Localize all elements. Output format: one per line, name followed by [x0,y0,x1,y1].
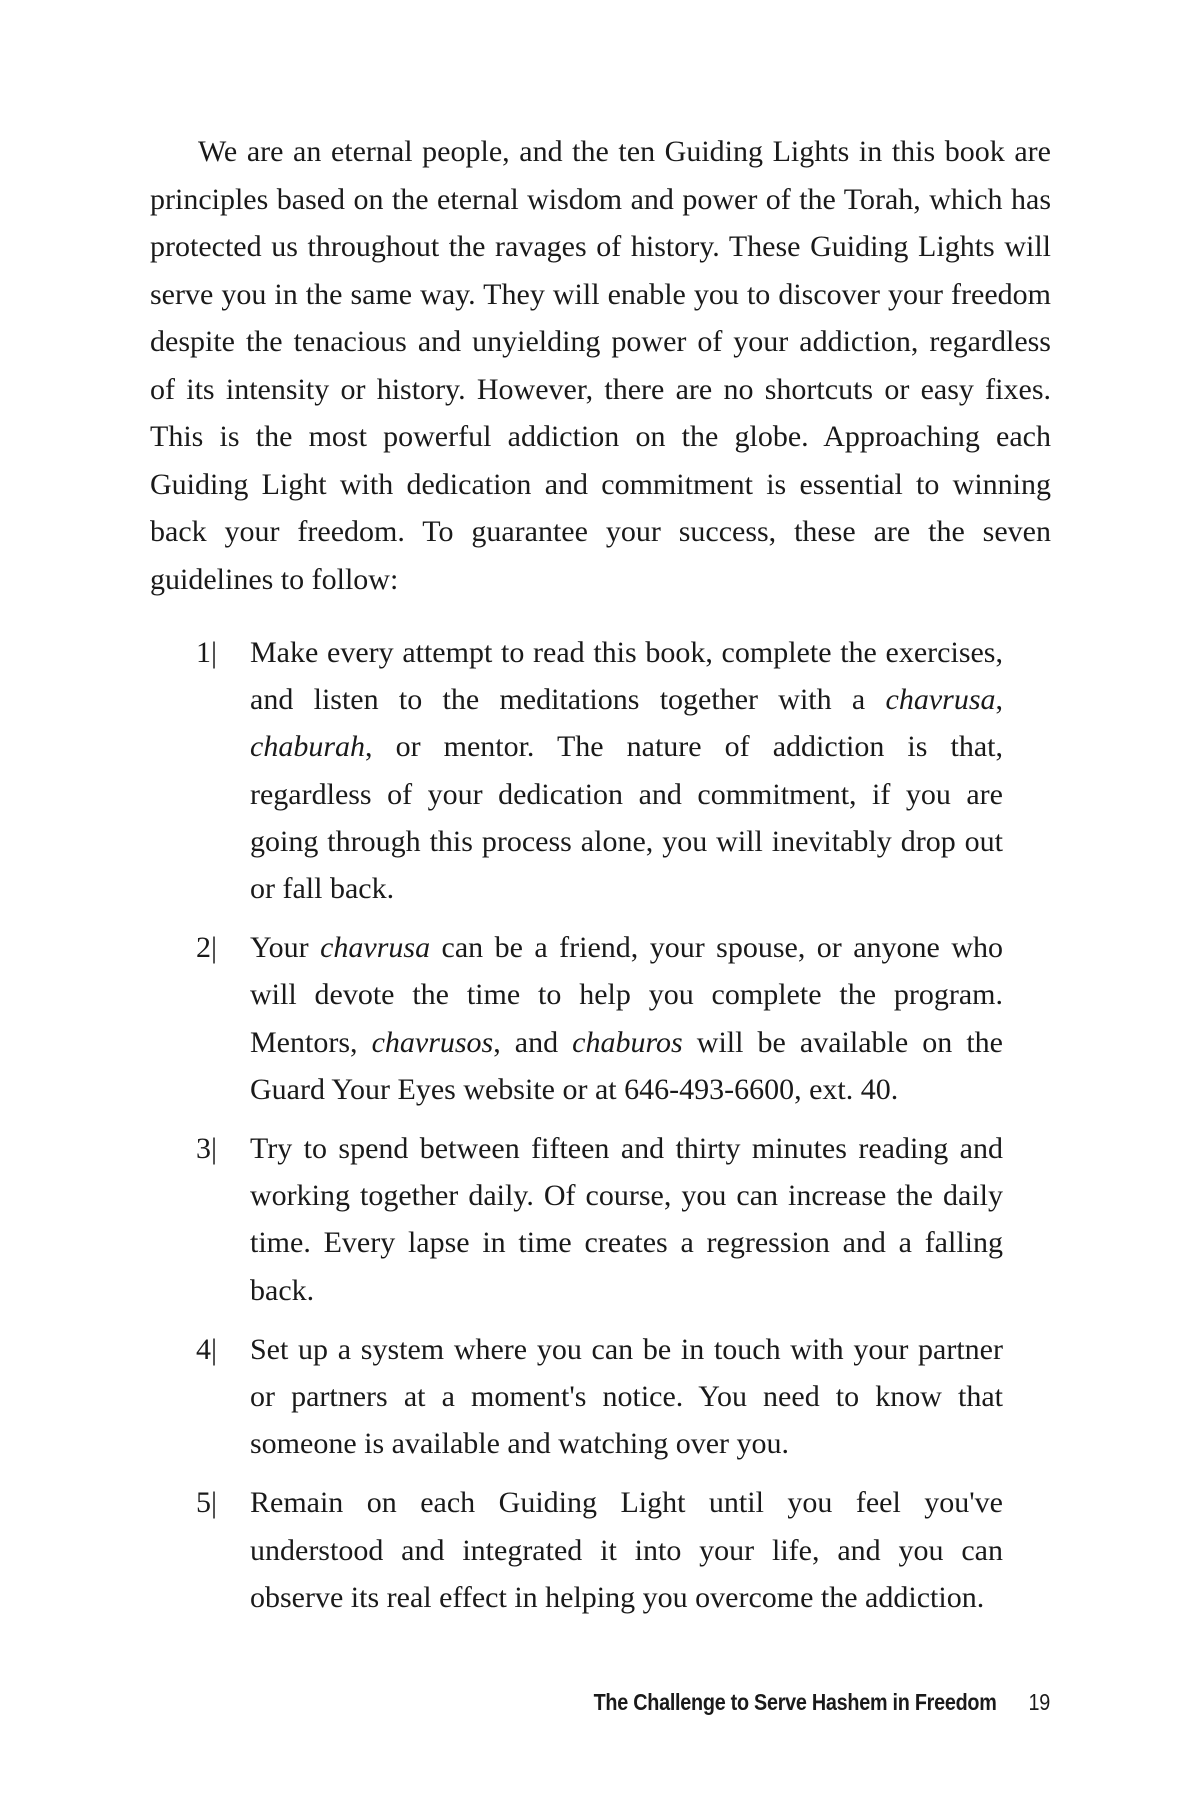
page-number: 19 [1028,1689,1050,1715]
guideline-text-run: , or mentor. The nature of addiction is that, regardless of your dedication and commitment, if you are going through this process alone, you will inevitably drop out or fall back. [250,730,1003,906]
page-body [150,128,1051,1633]
guideline-number: 5| [196,1486,218,1520]
guideline-item-4 [150,1326,1003,1468]
guideline-item-3 [150,1125,1003,1314]
guideline-text-run: Try to spend between fifteen and thirty minutes reading and working together daily. Of course, you can increase the daily time. Every lapse in time creates a regression and a falling back. [250,1132,1003,1307]
guideline-number: 2| [196,931,218,965]
guideline-text-run: Your [250,931,321,965]
guideline-text [250,931,1003,1106]
guideline-item-2 [150,924,1003,1113]
guideline-number: 4| [196,1332,218,1366]
guideline-text [250,1333,1003,1460]
italic-term: chavrusa [885,683,996,717]
guidelines-list [150,629,1051,1621]
guideline-text-run: Make every attempt to read this book, complete the exercises, and listen to the meditations together with a [250,636,1003,717]
guideline-number: 3| [196,1132,218,1166]
guideline-text [250,636,1003,905]
guideline-text-run: can be a friend, your spouse, or anyone who will devote the time to help you complete the program. Mentors, [250,931,1003,1059]
guideline-text-run: Remain on each Guiding Light until you feel you've understood and integrated it into your life, and you can observe its real effect in helping you overcome the addiction. [250,1486,1003,1614]
italic-term: chaburah [250,730,365,764]
italic-term: chavrusa [320,931,431,965]
guideline-text-run: , [995,683,1003,717]
running-title: The Challenge to Serve Hashem in Freedom [594,1689,998,1715]
guideline-item-1 [150,629,1003,912]
page-footer [528,1689,1050,1719]
guideline-text-run: , and [493,1025,573,1059]
guideline-item-5 [150,1479,1003,1621]
guideline-text-run: will be available on the Guard Your Eyes website or at 646-493-6600, ext. 40. [250,1025,1003,1106]
italic-term: chaburos [572,1025,683,1059]
guideline-text [250,1486,1003,1613]
italic-term: chavrusos [371,1025,494,1059]
guideline-text-run: Set up a system where you can be in touch with your partner or partners at a moment's notice. You need to know that someone is available and watching over you. [250,1332,1003,1461]
intro-paragraph: We are an eternal people, and the ten Guiding Lights in this book are principles based on the eternal wisdom and power of the Torah, which has protected us throughout the ravages of history. These Guiding Lights will serve you in the same way. They will enable you to discover your freedom despite the tenacious and unyielding power of your addiction, regardless of its intensity or history. However, there are no shortcuts or easy fixes. This is the most powerful addiction on the globe. Approaching each Guiding Light with dedication and commitment is essential to winning back your freedom. To guarantee your success, these are the seven guidelines to follow: [150,135,1051,596]
guideline-number: 1| [196,636,218,669]
guideline-text [250,1132,1003,1307]
